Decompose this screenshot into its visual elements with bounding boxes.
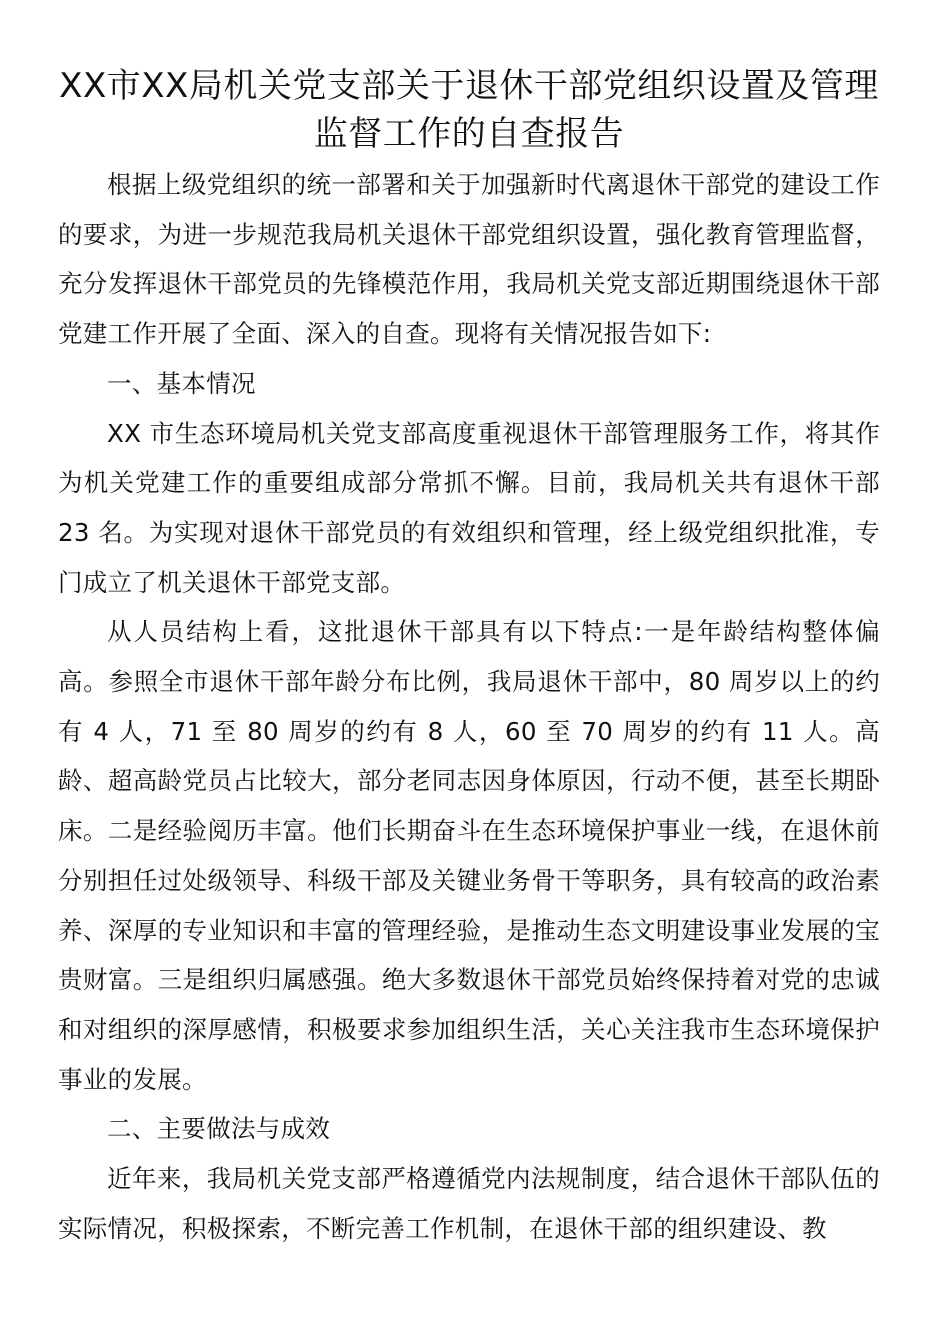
basic-situation-paragraph-1: XX 市生态环境局机关党支部高度重视退休干部管理服务工作，将其作为机关党建工作的重要组成部分常抓不懈。目前，我局机关共有退休干部 23 名。为实现对退休干部党员的有效组织和管理，经上级党组织批准，专门成立了机关退休干部党支部。 — [58, 418, 880, 597]
document-title: XX市XX局机关党支部关于退休干部党组织设置及管理监督工作的自查报告 — [59, 66, 879, 154]
section-heading-basic-situation: 一、基本情况 — [107, 368, 256, 398]
section-heading-practices-results: 二、主要做法与成效 — [107, 1114, 331, 1144]
practices-results-paragraph-1: 近年来，我局机关党支部严格遵循党内法规制度，结合退休干部队伍的实际情况，积极探索，不断完善工作机制，在退休干部的组织建设、教 — [58, 1164, 880, 1243]
basic-situation-paragraph-2: 从人员结构上看，这批退休干部具有以下特点:一是年龄结构整体偏高。参照全市退休干部年龄分布比例，我局退休干部中，80 周岁以上的约有 4 人，71 至 80 周岁的约有 8 人，60 至 70 周岁的约有 11 人。高龄、超高龄党员占比较大，部分老同志因身体原因，行动不便，甚至长期卧床。二是经验阅历丰富。他们长期奋斗在生态环境保护事业一线，在退休前分别担任过处级领导、科级干部及关键业务骨干等职务，具有较高的政治素养、深厚的专业知识和丰富的管理经验，是推动生态文明建设事业发展的宝贵财富。三是组织归属感强。绝大多数退休干部党员始终保持着对党的忠诚和对组织的深厚感情，积极要求参加组织生活，关心关注我市生态环境保护事业的发展。 — [58, 617, 880, 1094]
intro-paragraph: 根据上级党组织的统一部署和关于加强新时代离退休干部党的建设工作的要求，为进一步规范我局机关退休干部党组织设置，强化教育管理监督，充分发挥退休干部党员的先锋模范作用，我局机关党支部近期围绕退休干部党建工作开展了全面、深入的自查。现将有关情况报告如下: — [58, 170, 880, 349]
